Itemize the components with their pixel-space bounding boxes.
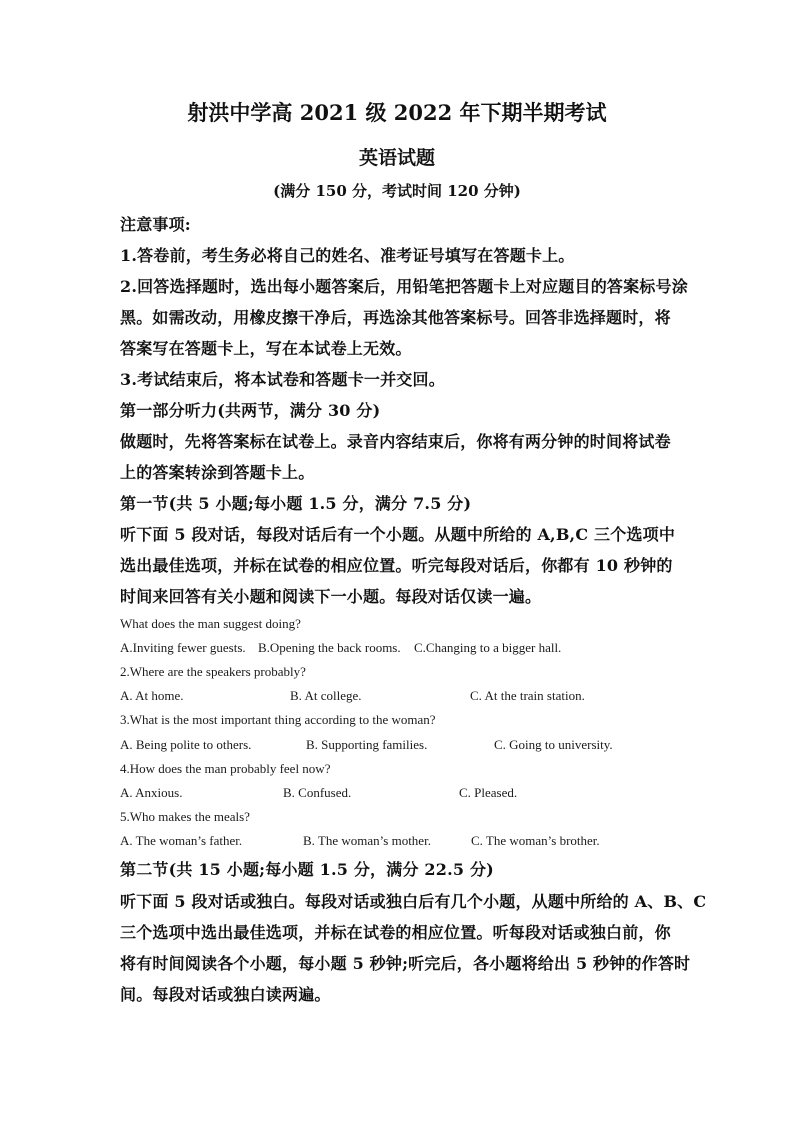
question-3-stem: 3.What is the most important thing according to the woman? [120,712,436,727]
question-5-option-b: B. The woman’s mother. [303,833,431,848]
question-2-option-a: A. At home. [120,688,184,703]
part1-heading: 第一部分听力(共两节，满分 30 分) [120,401,381,420]
score-info: (满分 150 分，考试时间 120 分钟) [273,182,521,200]
notes-item-2-line-1: 2.回答选择题时，选出每小题答案后，用铅笔把答题卡上对应题目的答案标号涂 [120,277,688,296]
question-5-option-c: C. The woman’s brother. [471,833,600,848]
question-2-option-b: B. At college. [290,688,362,703]
question-1-stem: What does the man suggest doing? [120,616,301,631]
exam-title: 射洪中学高 2021 级 2022 年下期半期考试 [187,100,607,125]
exam-subject: 英语试题 [358,147,435,169]
question-4-option-c: C. Pleased. [459,785,518,800]
question-3-option-c: C. Going to university. [494,737,613,752]
question-1-option-a: A.Inviting fewer guests. [120,640,246,655]
section2-heading: 第二节(共 15 小题;每小题 1.5 分，满分 22.5 分) [120,860,494,879]
question-5-option-a: A. The woman’s father. [120,833,243,848]
question-4-stem: 4.How does the man probably feel now? [120,761,331,776]
section1-instr-line-2: 选出最佳选项，并标在试卷的相应位置。听完每段对话后，你都有 10 秒钟的 [120,556,673,575]
section2-instr-line-4: 间。每段对话或独白读两遍。 [120,985,331,1004]
question-3-option-a: A. Being polite to others. [120,737,252,752]
section1-instr-line-3: 时间来回答有关小题和阅读下一小题。每段对话仅读一遍。 [120,587,542,606]
section2-instr-line-3: 将有时间阅读各个小题，每小题 5 秒钟;听完后，各小题将给出 5 秒钟的作答时 [120,954,691,973]
question-4-option-a: A. Anxious. [120,785,183,800]
question-3-option-b: B. Supporting families. [306,737,428,752]
section1-heading: 第一节(共 5 小题;每小题 1.5 分，满分 7.5 分) [120,494,472,513]
question-1-option-c: C.Changing to a bigger hall. [414,640,562,655]
section1-instr-line-1: 听下面 5 段对话，每段对话后有一个小题。从题中所给的 A,B,C 三个选项中 [120,525,676,544]
notes-item-2-line-2: 黑。如需改动，用橡皮擦干净后，再选涂其他答案标号。回答非选择题时，将 [120,308,671,327]
section2-instr-line-2: 三个选项中选出最佳选项，并标在试卷的相应位置。听每段对话或独白前，你 [120,923,671,942]
question-5-stem: 5.Who makes the meals? [120,809,250,824]
question-4-option-b: B. Confused. [283,785,352,800]
notes-item-2-line-3: 答案写在答题卡上，写在本试卷上无效。 [120,339,412,358]
notes-item-3: 3.考试结束后，将本试卷和答题卡一并交回。 [120,370,445,389]
question-1-option-b: B.Opening the back rooms. [258,640,401,655]
notes-heading: 注意事项: [120,215,191,234]
question-2-option-c: C. At the train station. [470,688,585,703]
notes-item-1: 1.答卷前，考生务必将自己的姓名、准考证号填写在答题卡上。 [120,246,575,265]
question-2-stem: 2.Where are the speakers probably? [120,664,306,679]
section2-instr-line-1: 听下面 5 段对话或独白。每段对话或独白后有几个小题，从题中所给的 A、B、C [120,892,707,911]
part1-instr-line-2: 上的答案转涂到答题卡上。 [120,463,315,482]
part1-instr-line-1: 做题时，先将答案标在试卷上。录音内容结束后，你将有两分钟的时间将试卷 [120,432,671,451]
